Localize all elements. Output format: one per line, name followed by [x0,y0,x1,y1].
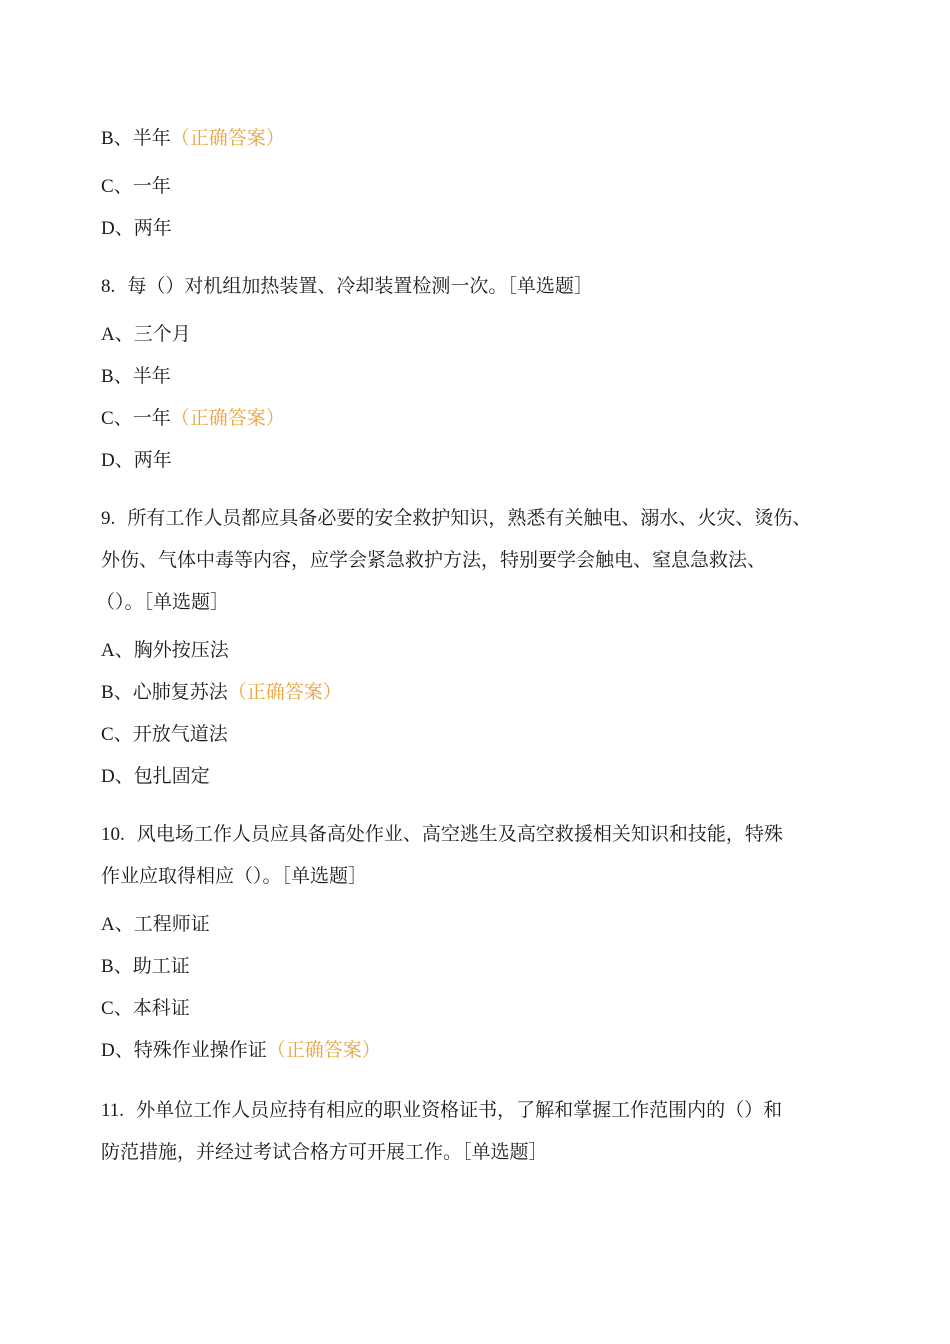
option-b: B、助工证 [101,955,190,977]
question-11-text-line2: 防范措施，并经过考试合格方可开展工作。［单选题］ [101,1141,548,1163]
option-b: B、半年 [101,365,171,387]
correct-answer-marker: （正确答案） [227,681,342,703]
question-10-text-line1: 10. 风电场工作人员应具备高处作业、高空逃生及高空救援相关知识和技能，特殊 [101,823,783,845]
option-a: A、胸外按压法 [101,639,229,661]
option-d: D、特殊作业操作证（正确答案） [101,1039,381,1061]
option-d: D、两年 [101,217,172,239]
option-d: D、两年 [101,449,172,471]
question-11-text-line1: 11. 外单位工作人员应持有相应的职业资格证书，了解和掌握工作范围内的（）和 [101,1099,783,1121]
correct-answer-marker: （正确答案） [170,127,285,149]
correct-answer-marker: （正确答案） [266,1039,381,1061]
option-c: C、开放气道法 [101,723,228,745]
question-9-text-line3: （）。［单选题］ [96,591,230,613]
question-10-text-line2: 作业应取得相应（）。［单选题］ [101,865,368,887]
option-c: C、一年 [101,175,171,197]
option-c: C、一年（正确答案） [101,407,285,429]
correct-answer-marker: （正确答案） [170,407,285,429]
option-b: B、心肺复苏法（正确答案） [101,681,342,703]
option-d: D、包扎固定 [101,765,210,787]
question-8-text: 8. 每（）对机组加热装置、冷却装置检测一次。［单选题］ [101,275,593,297]
option-b: B、半年（正确答案） [101,127,285,149]
option-a: A、工程师证 [101,913,210,935]
option-a: A、三个月 [101,323,191,345]
question-9-text-line1: 9. 所有工作人员都应具备必要的安全救护知识，熟悉有关触电、溺水、火灾、烫伤、 [101,507,812,529]
option-c: C、本科证 [101,997,190,1019]
question-9-text-line2: 外伤、气体中毒等内容，应学会紧急救护方法，特别要学会触电、窒息急救法、 [101,549,767,571]
